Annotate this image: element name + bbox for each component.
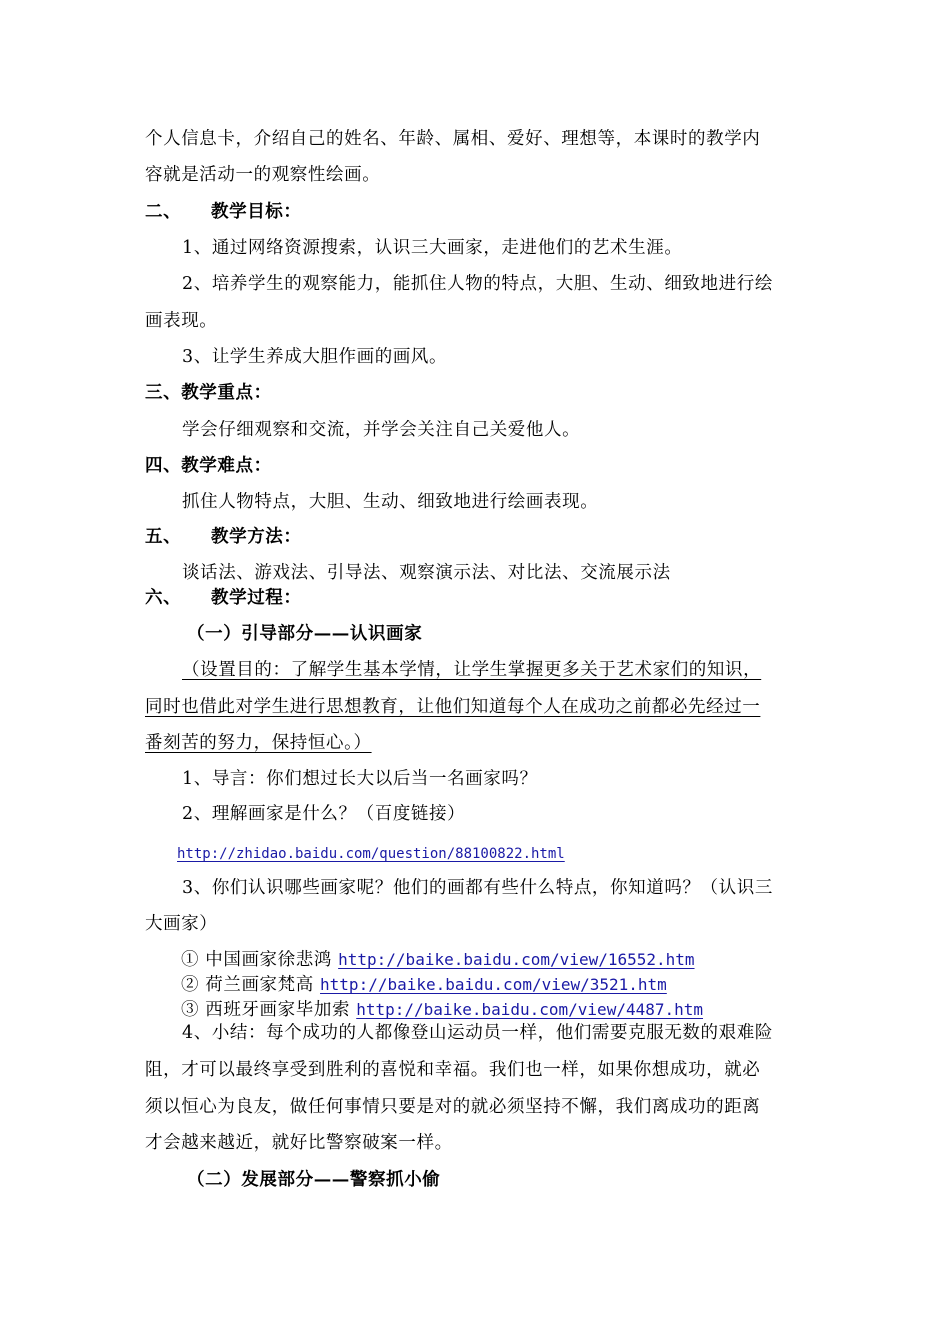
- section-2-number: 二、: [145, 202, 182, 222]
- goal-item-2: 2、培养学生的观察能力，能抓住人物的特点，大胆、生动、细致地进行绘: [182, 274, 773, 294]
- painter-item-1: [181, 948, 695, 972]
- section-3-text: 学会仔细观察和交流，并学会关注自己关爱他人。: [182, 420, 581, 440]
- purpose-line-3: 番刻苦的努力，保持恒心。）: [145, 733, 372, 753]
- section-5-text: 谈话法、游戏法、引导法、观察演示法、对比法、交流展示法: [182, 563, 671, 583]
- section-3-heading: 三、教学重点：: [145, 383, 272, 403]
- baidu-zhidao-link[interactable]: http://zhidao.baidu.com/question/88100822.html: [177, 846, 565, 862]
- painter-label-3: ③ 西班牙画家毕加索: [181, 1000, 357, 1020]
- step-3-line-1: 3、你们认识哪些画家呢？他们的画都有些什么特点，你知道吗？（认识三: [182, 878, 773, 898]
- part-1-title: （一）引导部分——认识画家: [187, 624, 423, 644]
- summary-line-1: 4、小结：每个成功的人都像登山运动员一样，他们需要克服无数的艰难险: [182, 1023, 773, 1043]
- step-2: 2、理解画家是什么？（百度链接）: [182, 804, 466, 824]
- section-4-text: 抓住人物特点，大胆、生动、细致地进行绘画表现。: [182, 492, 599, 512]
- section-6-heading: [145, 586, 302, 610]
- summary-line-4: 才会越来越近，就好比警察破案一样。: [145, 1133, 453, 1153]
- section-5-heading: [145, 525, 302, 549]
- painter-item-2: [181, 973, 667, 997]
- section-5-title: 教学方法：: [211, 527, 302, 547]
- step-1: 1、导言：你们想过长大以后当一名画家吗？: [182, 769, 538, 789]
- painter-link-2[interactable]: http://baike.baidu.com/view/3521.htm: [320, 975, 667, 994]
- section-5-number: 五、: [145, 527, 182, 547]
- section-6-number: 六、: [145, 588, 182, 608]
- goal-item-1: 1、通过网络资源搜索，认识三大画家，走进他们的艺术生涯。: [182, 238, 683, 258]
- painter-item-3: [181, 998, 703, 1022]
- summary-line-3: 须以恒心为良友，做任何事情只要是对的就必须坚持不懈，我们离成功的距离: [145, 1097, 761, 1117]
- section-4-heading: 四、教学难点：: [145, 456, 272, 476]
- intro-line-1: 个人信息卡，介绍自己的姓名、年龄、属相、爱好、理想等，本课时的教学内: [145, 129, 761, 149]
- summary-line-2: 阻，才可以最终享受到胜利的喜悦和幸福。我们也一样，如果你想成功，就必: [145, 1060, 761, 1080]
- painter-link-3[interactable]: http://baike.baidu.com/view/4487.htm: [356, 1000, 704, 1019]
- goal-item-2-cont: 画表现。: [145, 311, 218, 331]
- painter-label-2: ② 荷兰画家梵高: [181, 975, 321, 995]
- section-2-heading: [145, 200, 302, 224]
- painter-label-1: ① 中国画家徐悲鸿: [181, 950, 339, 970]
- goal-item-3: 3、让学生养成大胆作画的画风。: [182, 347, 448, 367]
- section-2-title: 教学目标：: [211, 202, 302, 222]
- step-3-line-2: 大画家）: [145, 914, 218, 934]
- part-2-title: （二）发展部分——警察抓小偷: [187, 1170, 441, 1190]
- baidu-zhidao-link-row: [177, 841, 565, 866]
- section-6-title: 教学过程：: [211, 588, 302, 608]
- painter-link-1[interactable]: http://baike.baidu.com/view/16552.htm: [338, 950, 695, 969]
- purpose-line-2: 同时也借此对学生进行思想教育，让他们知道每个人在成功之前都必先经过一: [145, 697, 761, 717]
- intro-line-2: 容就是活动一的观察性绘画。: [145, 165, 381, 185]
- purpose-line-1: （设置目的：了解学生基本学情，让学生掌握更多关于艺术家们的知识，: [182, 660, 762, 680]
